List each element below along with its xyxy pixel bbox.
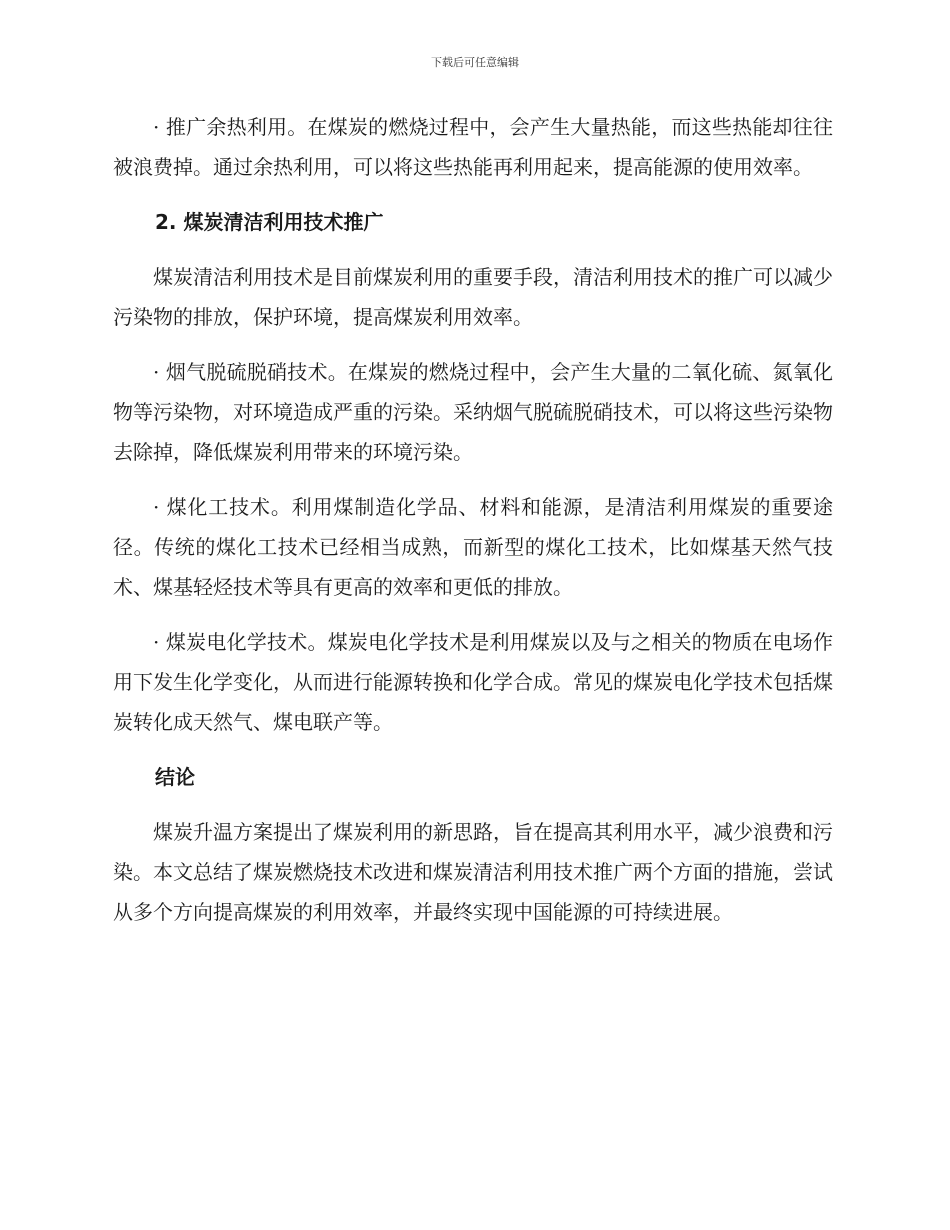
section-heading-clean-utilization: 2. 煤炭清洁利用技术推广 [155, 210, 384, 234]
header-note: 下载后可任意编辑 [431, 56, 519, 69]
paragraph-clean-intro: 煤炭清洁利用技术是目前煤炭利用的重要手段，清洁利用技术的推广可以减少污染物的排放，保护环境，提高煤炭利用效率。 [113, 265, 833, 329]
document-body [113, 107, 833, 947]
paragraph-coal-chemical: · 煤化工技术。利用煤制造化学品、材料和能源，是清洁利用煤炭的重要途径。传统的煤化工技术已经相当成熟，而新型的煤化工技术，比如煤基天然气技术、煤基轻烃技术等具有更高的效率和更低的排放。 [113, 495, 833, 599]
paragraph-waste-heat: · 推广余热利用。在煤炭的燃烧过程中，会产生大量热能，而这些热能却往往被浪费掉。通过余热利用，可以将这些热能再利用起来，提高能源的使用效率。 [113, 115, 833, 179]
paragraph-electrochemical: · 煤炭电化学技术。煤炭电化学技术是利用煤炭以及与之相关的物质在电场作用下发生化学变化，从而进行能源转换和化学合成。常见的煤炭电化学技术包括煤炭转化成天然气、煤电联产等。 [113, 630, 833, 734]
section-heading-conclusion: 结论 [155, 765, 195, 789]
paragraph-desulfurization: · 烟气脱硫脱硝技术。在煤炭的燃烧过程中，会产生大量的二氧化硫、氮氧化物等污染物，对环境造成严重的污染。采纳烟气脱硫脱硝技术，可以将这些污染物去除掉，降低煤炭利用带来的环境污染。 [113, 360, 833, 464]
paragraph-conclusion: 煤炭升温方案提出了煤炭利用的新思路，旨在提高其利用水平，减少浪费和污染。本文总结了煤炭燃烧技术改进和煤炭清洁利用技术推广两个方面的措施，尝试从多个方向提高煤炭的利用效率，并最终实现中国能源的可持续进展。 [113, 820, 833, 924]
